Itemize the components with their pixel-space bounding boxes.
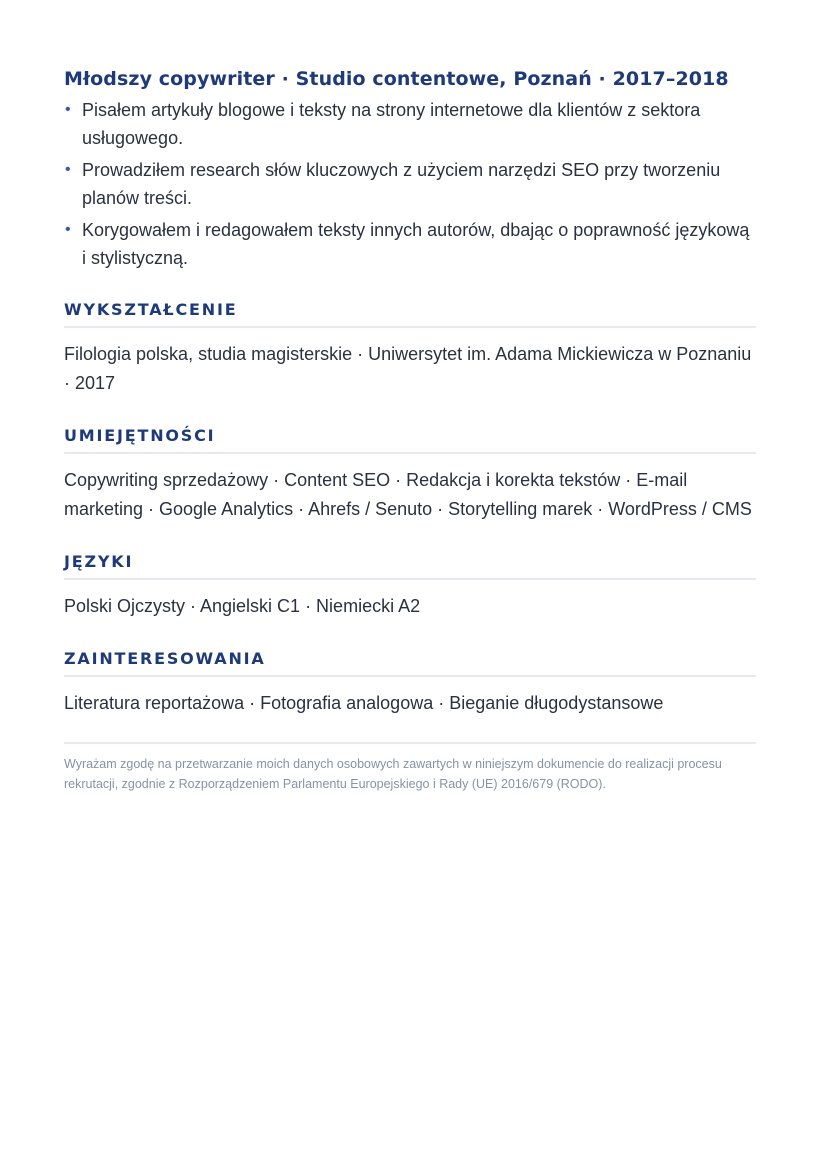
- job-bullet: [64, 156, 756, 212]
- bullet-icon: •: [65, 161, 71, 178]
- skills-section: [64, 426, 756, 524]
- job-bullets: [64, 96, 756, 272]
- interests-section: [64, 649, 756, 718]
- job-bullet-text: Pisałem artykuły blogowe i teksty na strony internetowe dla klientów z sektora usługowego.: [82, 100, 701, 148]
- job-bullet-text: Prowadziłem research słów kluczowych z użyciem narzędzi SEO przy tworzeniu planów treści.: [82, 160, 721, 208]
- skills-text: Copywriting sprzedażowy · Content SEO · Redakcja i korekta tekstów · E-mail marketing · Google Analytics · Ahrefs / Senuto · Storytelling marek · WordPress / CMS: [64, 470, 752, 519]
- experience-entry: [64, 68, 756, 272]
- job-bullet: [64, 96, 756, 152]
- job-bullet-text: Korygowałem i redagowałem teksty innych autorów, dbając o poprawność językową i stylistyczną.: [82, 220, 750, 268]
- education-heading: WYKSZTAŁCENIE: [64, 300, 756, 328]
- bullet-icon: •: [65, 101, 71, 118]
- languages-heading: JĘZYKI: [64, 552, 756, 580]
- skills-heading: UMIEJĘTNOŚCI: [64, 426, 756, 454]
- consent-clause: Wyrażam zgodę na przetwarzanie moich danych osobowych zawartych w niniejszym dokumencie do realizacji procesu rekrutacji, zgodnie z Rozporządzeniem Parlamentu Europejskiego i Rady (UE) 2016/679 (RODO).: [64, 757, 722, 791]
- bullet-icon: •: [65, 221, 71, 238]
- education-section: [64, 300, 756, 398]
- consent-divider: [64, 742, 756, 744]
- interests-text: Literatura reportażowa · Fotografia analogowa · Bieganie długodystansowe: [64, 693, 664, 713]
- job-title: Młodszy copywriter · Studio contentowe, Poznań · 2017–2018: [64, 68, 729, 90]
- languages-text: Polski Ojczysty · Angielski C1 · Niemiecki A2: [64, 596, 421, 616]
- languages-section: [64, 552, 756, 621]
- job-bullet: [64, 216, 756, 272]
- interests-heading: ZAINTERESOWANIA: [64, 649, 756, 677]
- education-text: Filologia polska, studia magisterskie · Uniwersytet im. Adama Mickiewicza w Poznaniu · 2017: [64, 344, 752, 393]
